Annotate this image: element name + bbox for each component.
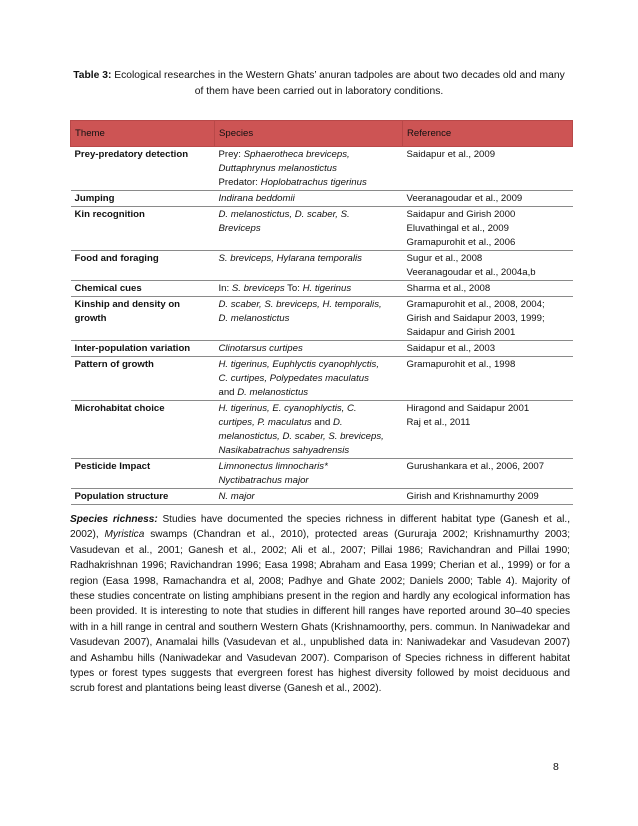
species-line (219, 444, 399, 458)
reference-line: Eluvathingal et al., 2009 (406, 223, 509, 234)
species-cell (215, 357, 403, 401)
species-line (219, 208, 399, 222)
reference-line: Saidapur and Girish 2001 (406, 327, 516, 338)
species-line (219, 282, 399, 296)
species-cell (215, 459, 403, 489)
reference-cell (403, 251, 573, 281)
reference-line: Hiragond and Saidapur 2001 (406, 403, 530, 414)
species-cell (215, 297, 403, 341)
species-line (219, 474, 399, 488)
species-cell (215, 489, 403, 505)
species-text: curtipes, P. maculatus (218, 417, 312, 428)
species-line (219, 490, 399, 504)
table-row (71, 357, 573, 401)
reference-line: Gramapurohit et al., 1998 (406, 359, 516, 370)
species-cell (215, 147, 403, 191)
theme-cell: Chemical cues (71, 281, 215, 297)
species-text: Prey: (218, 149, 244, 160)
theme-cell: Prey-predatory detection (71, 147, 215, 191)
species-text: Clinotarsus curtipes (218, 343, 303, 354)
species-text: S. breviceps, Hylarana temporalis (218, 253, 362, 264)
species-text: Limnonectus limnocharis* (218, 461, 328, 472)
species-cell (215, 281, 403, 297)
paragraph-body (70, 514, 570, 694)
theme-cell: Food and foraging (71, 251, 215, 281)
reference-cell (403, 489, 573, 505)
table-row (71, 459, 573, 489)
species-line (219, 298, 399, 312)
species-text: and (218, 387, 238, 398)
reference-line: Veeranagoudar et al., 2009 (406, 193, 523, 204)
reference-line: Veeranagoudar et al., 2004a,b (406, 267, 536, 278)
species-text: Nasikabatrachus sahyadrensis (218, 445, 350, 456)
paragraph-segment: Studies have documented the species richness in different habitat type (Ganesh et al., 2002), (70, 514, 570, 541)
species-line (219, 192, 399, 206)
reference-line: Girish and Krishnamurthy 2009 (406, 491, 539, 502)
caption-label: Table 3: (73, 70, 112, 81)
species-text: Sphaerotheca breviceps, (243, 149, 350, 160)
theme-cell: Inter-population variation (71, 341, 215, 357)
species-line (219, 372, 399, 386)
species-text: Breviceps (218, 223, 261, 234)
species-line (219, 312, 399, 326)
table-row (71, 207, 573, 251)
reference-line: Saidapur and Girish 2000 (406, 209, 516, 220)
table-body (71, 147, 573, 505)
species-text: Nyctibatrachus major (218, 475, 309, 486)
species-text: Indirana beddomii (218, 193, 295, 204)
species-text: H. tigerinus, Euphlyctis cyanophlyctis, (218, 359, 379, 370)
species-text: H. tigerinus (302, 283, 352, 294)
theme-cell: Population structure (71, 489, 215, 505)
reference-line: Gurushankara et al., 2006, 2007 (406, 461, 545, 472)
species-cell (215, 251, 403, 281)
species-text: melanostictus, D. scaber, S. breviceps, (218, 431, 384, 442)
species-line (219, 342, 399, 356)
paragraph-lead: Species richness: (70, 514, 158, 525)
table-row (71, 297, 573, 341)
species-text: Hoplobatrachus tigerinus (260, 177, 367, 188)
header-species: Species (215, 121, 403, 147)
paragraph-segment: Myristica (104, 529, 145, 541)
table-caption (70, 68, 568, 100)
reference-cell (403, 357, 573, 401)
species-cell (215, 341, 403, 357)
species-richness-paragraph (70, 512, 570, 697)
table-row (71, 251, 573, 281)
theme-cell: Kinship and density on growth (71, 297, 215, 341)
reference-cell (403, 297, 573, 341)
reference-cell (403, 281, 573, 297)
reference-cell (403, 191, 573, 207)
table-header-row (71, 121, 573, 147)
theme-cell: Pesticide Impact (71, 459, 215, 489)
species-text: C. curtipes, Polypedates maculatus (218, 373, 369, 384)
species-line (219, 252, 399, 266)
species-text: D. melanostictus (218, 313, 290, 324)
theme-cell: Pattern of growth (71, 357, 215, 401)
species-text: Duttaphrynus melanostictus (218, 163, 337, 174)
species-line (219, 358, 399, 372)
reference-cell (403, 147, 573, 191)
species-text: Predator: (218, 177, 261, 188)
theme-cell: Microhabitat choice (71, 401, 215, 459)
species-text: To: (284, 283, 303, 294)
header-reference: Reference (403, 121, 573, 147)
species-line (219, 148, 399, 162)
table-row (71, 281, 573, 297)
table-row (71, 191, 573, 207)
species-line (219, 386, 399, 400)
species-text: N. major (218, 491, 255, 502)
species-text: and (311, 417, 333, 428)
species-line (219, 430, 399, 444)
species-cell (215, 207, 403, 251)
species-line (219, 460, 399, 474)
theme-cell: Kin recognition (71, 207, 215, 251)
species-cell (215, 191, 403, 207)
page-number: 8 (553, 761, 559, 773)
species-line (219, 402, 399, 416)
species-text: In: (218, 283, 232, 294)
reference-cell (403, 207, 573, 251)
reference-line: Sharma et al., 2008 (406, 283, 491, 294)
reference-line: Gramapurohit et al., 2006 (406, 237, 516, 248)
species-text: D. melanostictus (237, 387, 309, 398)
reference-line: Saidapur et al., 2009 (406, 149, 496, 160)
table-row (71, 401, 573, 459)
species-cell (215, 401, 403, 459)
reference-line: Saidapur et al., 2003 (406, 343, 496, 354)
species-text: D. melanostictus, D. scaber, S. (218, 209, 350, 220)
ecology-table (70, 120, 573, 505)
table-row (71, 489, 573, 505)
reference-line: Girish and Saidapur 2003, 1999; (406, 313, 545, 324)
species-line (219, 162, 399, 176)
reference-line: Gramapurohit et al., 2008, 2004; (406, 299, 545, 310)
reference-line: Raj et al., 2011 (406, 417, 471, 428)
species-text: H. tigerinus, E. cyanophlyctis, C. (218, 403, 357, 414)
reference-cell (403, 459, 573, 489)
species-line (219, 416, 399, 430)
reference-line: Sugur et al., 2008 (406, 253, 483, 264)
species-text: D. (332, 417, 343, 428)
caption-text: Ecological researches in the Western Ghats’ anuran tadpoles are about two decades old and many of them have been carried out in laboratory conditions. (114, 70, 565, 97)
header-theme: Theme (71, 121, 215, 147)
species-line (219, 222, 399, 236)
species-text: S. breviceps (231, 283, 285, 294)
table-row (71, 147, 573, 191)
reference-cell (403, 401, 573, 459)
species-text: D. scaber, S. breviceps, H. temporalis, (218, 299, 382, 310)
theme-cell: Jumping (71, 191, 215, 207)
species-line (219, 176, 399, 190)
paragraph-segment: swamps (Chandran et al., 2010), protected areas (Gururaja 2002; Krishnamurthy 2003; Vasudevan et al., 2001; Ganesh et al., 2002; Ali et al., 2007; Pillai 1986; Ravichandran and Pillai 1990; Radhakrishnan 1996; Ravichandran 1996; Easa 1998; Abraham and Easa 1999; Cherian et al., 1999) or for a region (Easa 1998, Ramachandra et al, 2008; Padhye and Ghate 2002; Daniels 2000; Table 4). Majority of these studies concentrate on listing amphibians present in the region and hardly any ecological information has been provided. It is interesting to note that studies in different hill ranges have reported around 30–40 species with in a hill range in central and southern Western Ghats (Krishnamoorthy, pers. commun. In Naniwadekar and Vasudevan 2007), Anamalai hills (Vasudevan et al., unpublished data in: Naniwadekar and Vasudevan 2007) and Ashambu hills (Naniwadekar and Vasudevan 2007). Comparison of Species richness in different habitat types or forest types suggests that evergreen forest has highest diversity followed by moist deciduous and scrub forest and plantations being least diverse (Ganesh et al., 2002). (70, 529, 570, 695)
reference-cell (403, 341, 573, 357)
table-row (71, 341, 573, 357)
